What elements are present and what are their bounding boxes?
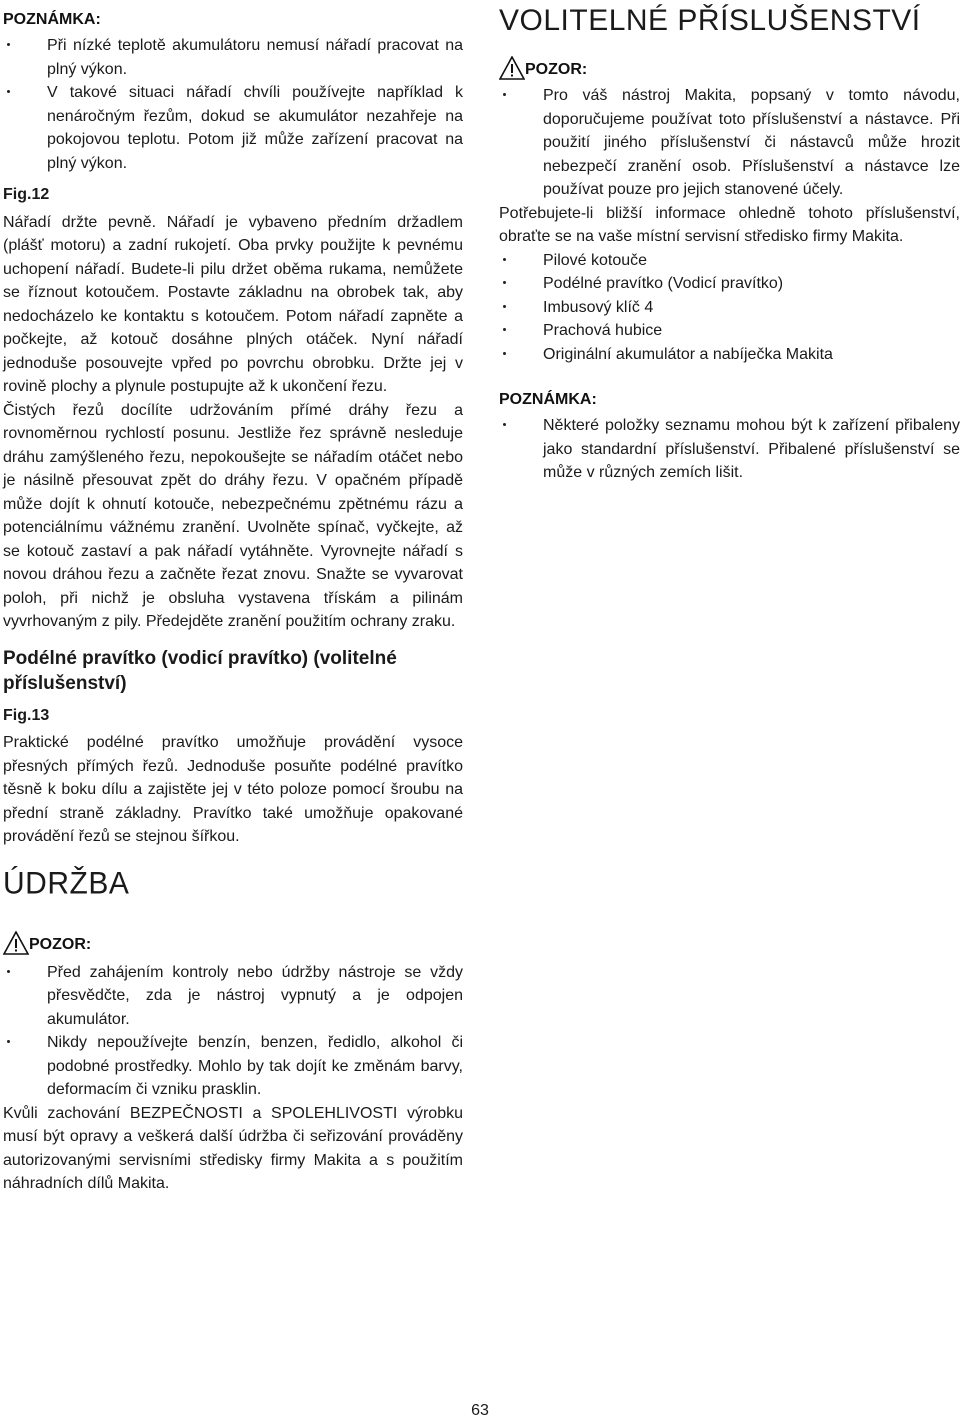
note-list [499,414,960,485]
list-item: Některé položky seznamu mohou být k zařízení přibaleny jako standardní příslušenství. Přibalené příslušenství se může v různých zemích lišit. [499,414,960,485]
page-number: 63 [471,1402,489,1419]
bullet-icon [7,1040,10,1043]
bullet-icon [503,305,506,308]
paragraph-holding: Nářadí držte pevně. Nářadí je vybaveno předním držadlem (plášť motoru) a zadní rukojetí. Oba prvky použijte k pevnému uchopení nářadí. Budete-li pilu držet oběma rukama, nemůžete se říznout kotoučem. Postavte základnu na obrobek tak, aby nedocházelo ke kontaktu s kotoučem. Potom nářadí zapněte a počkejte, až kotouč dosáhne plných otáček. Nyní nářadí jednoduše posouvejte vpřed po povrchu obrobku. Držte jej v rovině plochy a plynule postupujte až k ukončení řezu. [3,213,463,395]
caution-heading: POZOR: [499,56,960,80]
list-item: Podélné pravítko (Vodicí pravítko) [499,272,960,296]
bullet-icon [7,90,10,93]
list-item: Pilové kotouče [499,249,960,273]
bullet-icon [503,423,506,426]
list-item: Prachová hubice [499,319,960,343]
section-heading-accessories: VOLITELNÉ PŘÍSLUŠENSTVÍ [499,4,921,37]
warning-triangle-icon [3,931,29,955]
list-item: Pro váš nástroj Makita, popsaný v tomto návodu, doporučujeme používat toto příslušenství a nástavce. Při použití jiného příslušenství či nástavců může hrozit nebezpečí zranění osob. Příslušenství a nástavce lze používat pouze pro jejich stanovené účely. [499,84,960,202]
section-heading-maintenance: ÚDRŽBA [3,865,130,901]
paragraph-info: Potřebujete-li bližší informace ohledně tohoto příslušenství, obraťte se na vaše místní servisní středisko firmy Makita. [499,204,960,245]
caution-heading: POZOR: [3,931,463,955]
note-heading: POZNÁMKA: [499,391,597,408]
left-column [3,0,463,1196]
figure-ref-12: Fig.12 [3,186,50,203]
list-item: Před zahájením kontroly nebo údržby nástroje se vždy přesvědčte, zda je nástroj vypnutý a je odpojen akumulátor. [3,961,463,1032]
figure-ref-13: Fig.13 [3,706,50,724]
list-item: Imbusový klíč 4 [499,296,960,320]
accessory-list [499,249,960,367]
paragraph-safety: Kvůli zachování BEZPEČNOSTI a SPOLEHLIVOSTI výrobku musí být opravy a veškerá další údržba či seřizování prováděny autorizovanými servisními středisky firmy Makita a s použitím náhradních dílů Makita. [3,1104,463,1192]
bullet-icon [7,43,10,46]
bullet-icon [503,258,506,261]
bullet-icon [7,970,10,973]
bullet-icon [503,352,506,355]
paragraph-clean-cuts: Čistých řezů docílíte udržováním přímé dráhy řezu a rovnoměrnou rychlostí posunu. Jestliže řez správně nesleduje dráhu zamýšleného řezu, nepokoušejte se nářadím otáčet nebo je násilně přesouvat zpět do dráhy řezu. V opačném případě může dojít k ohnutí kotouče, nebezpečnému zpětnému rázu a potenciálnímu vážnému zranění. Uvolněte spínač, vyčkejte, až se kotouč zastaví a pak nářadí vytáhněte. Vyrovnejte nářadí s novou dráhou řezu a začněte řezat znovu. Snažte se vyvarovat poloh, při nichž je obsluha vystavena třískám a pilinám vyvrhovaným z pily. Předejděte zranění použitím ochrany zraku. [3,401,463,630]
paragraph-guide-rule: Praktické podélné pravítko umožňuje provádění vysoce přesných přímých řezů. Jednoduše posuňte podélné pravítko těsně k boku dílu a zajistěte jej v této poloze pomocí šroubu na přední straně základny. Pravítko také umožňuje opakované provádění řezů se stejnou šířkou. [3,734,463,845]
caution-list [3,961,463,1102]
section-heading-guide-rule: Podélné pravítko (vodicí pravítko) (volitelné příslušenství) [3,647,397,694]
warning-triangle-icon [499,56,525,80]
note-list [3,34,463,175]
list-item: Při nízké teplotě akumulátoru nemusí nářadí pracovat na plný výkon. [3,34,463,81]
list-item: Nikdy nepoužívejte benzín, benzen, ředidlo, alkohol či podobné prostředky. Mohlo by tak dojít ke změnám barvy, deformacím či vzniku prasklin. [3,1031,463,1102]
list-item: Originální akumulátor a nabíječka Makita [499,343,960,367]
note-heading: POZNÁMKA: [3,11,101,28]
right-column [499,0,960,485]
bullet-icon [503,328,506,331]
bullet-icon [503,93,506,96]
bullet-icon [503,281,506,284]
caution-list [499,84,960,202]
list-item: V takové situaci nářadí chvíli používejte například k nenáročným řezům, dokud se akumulátor nezahřeje na pokojovou teplotu. Potom již může zařízení pracovat na plný výkon. [3,81,463,175]
